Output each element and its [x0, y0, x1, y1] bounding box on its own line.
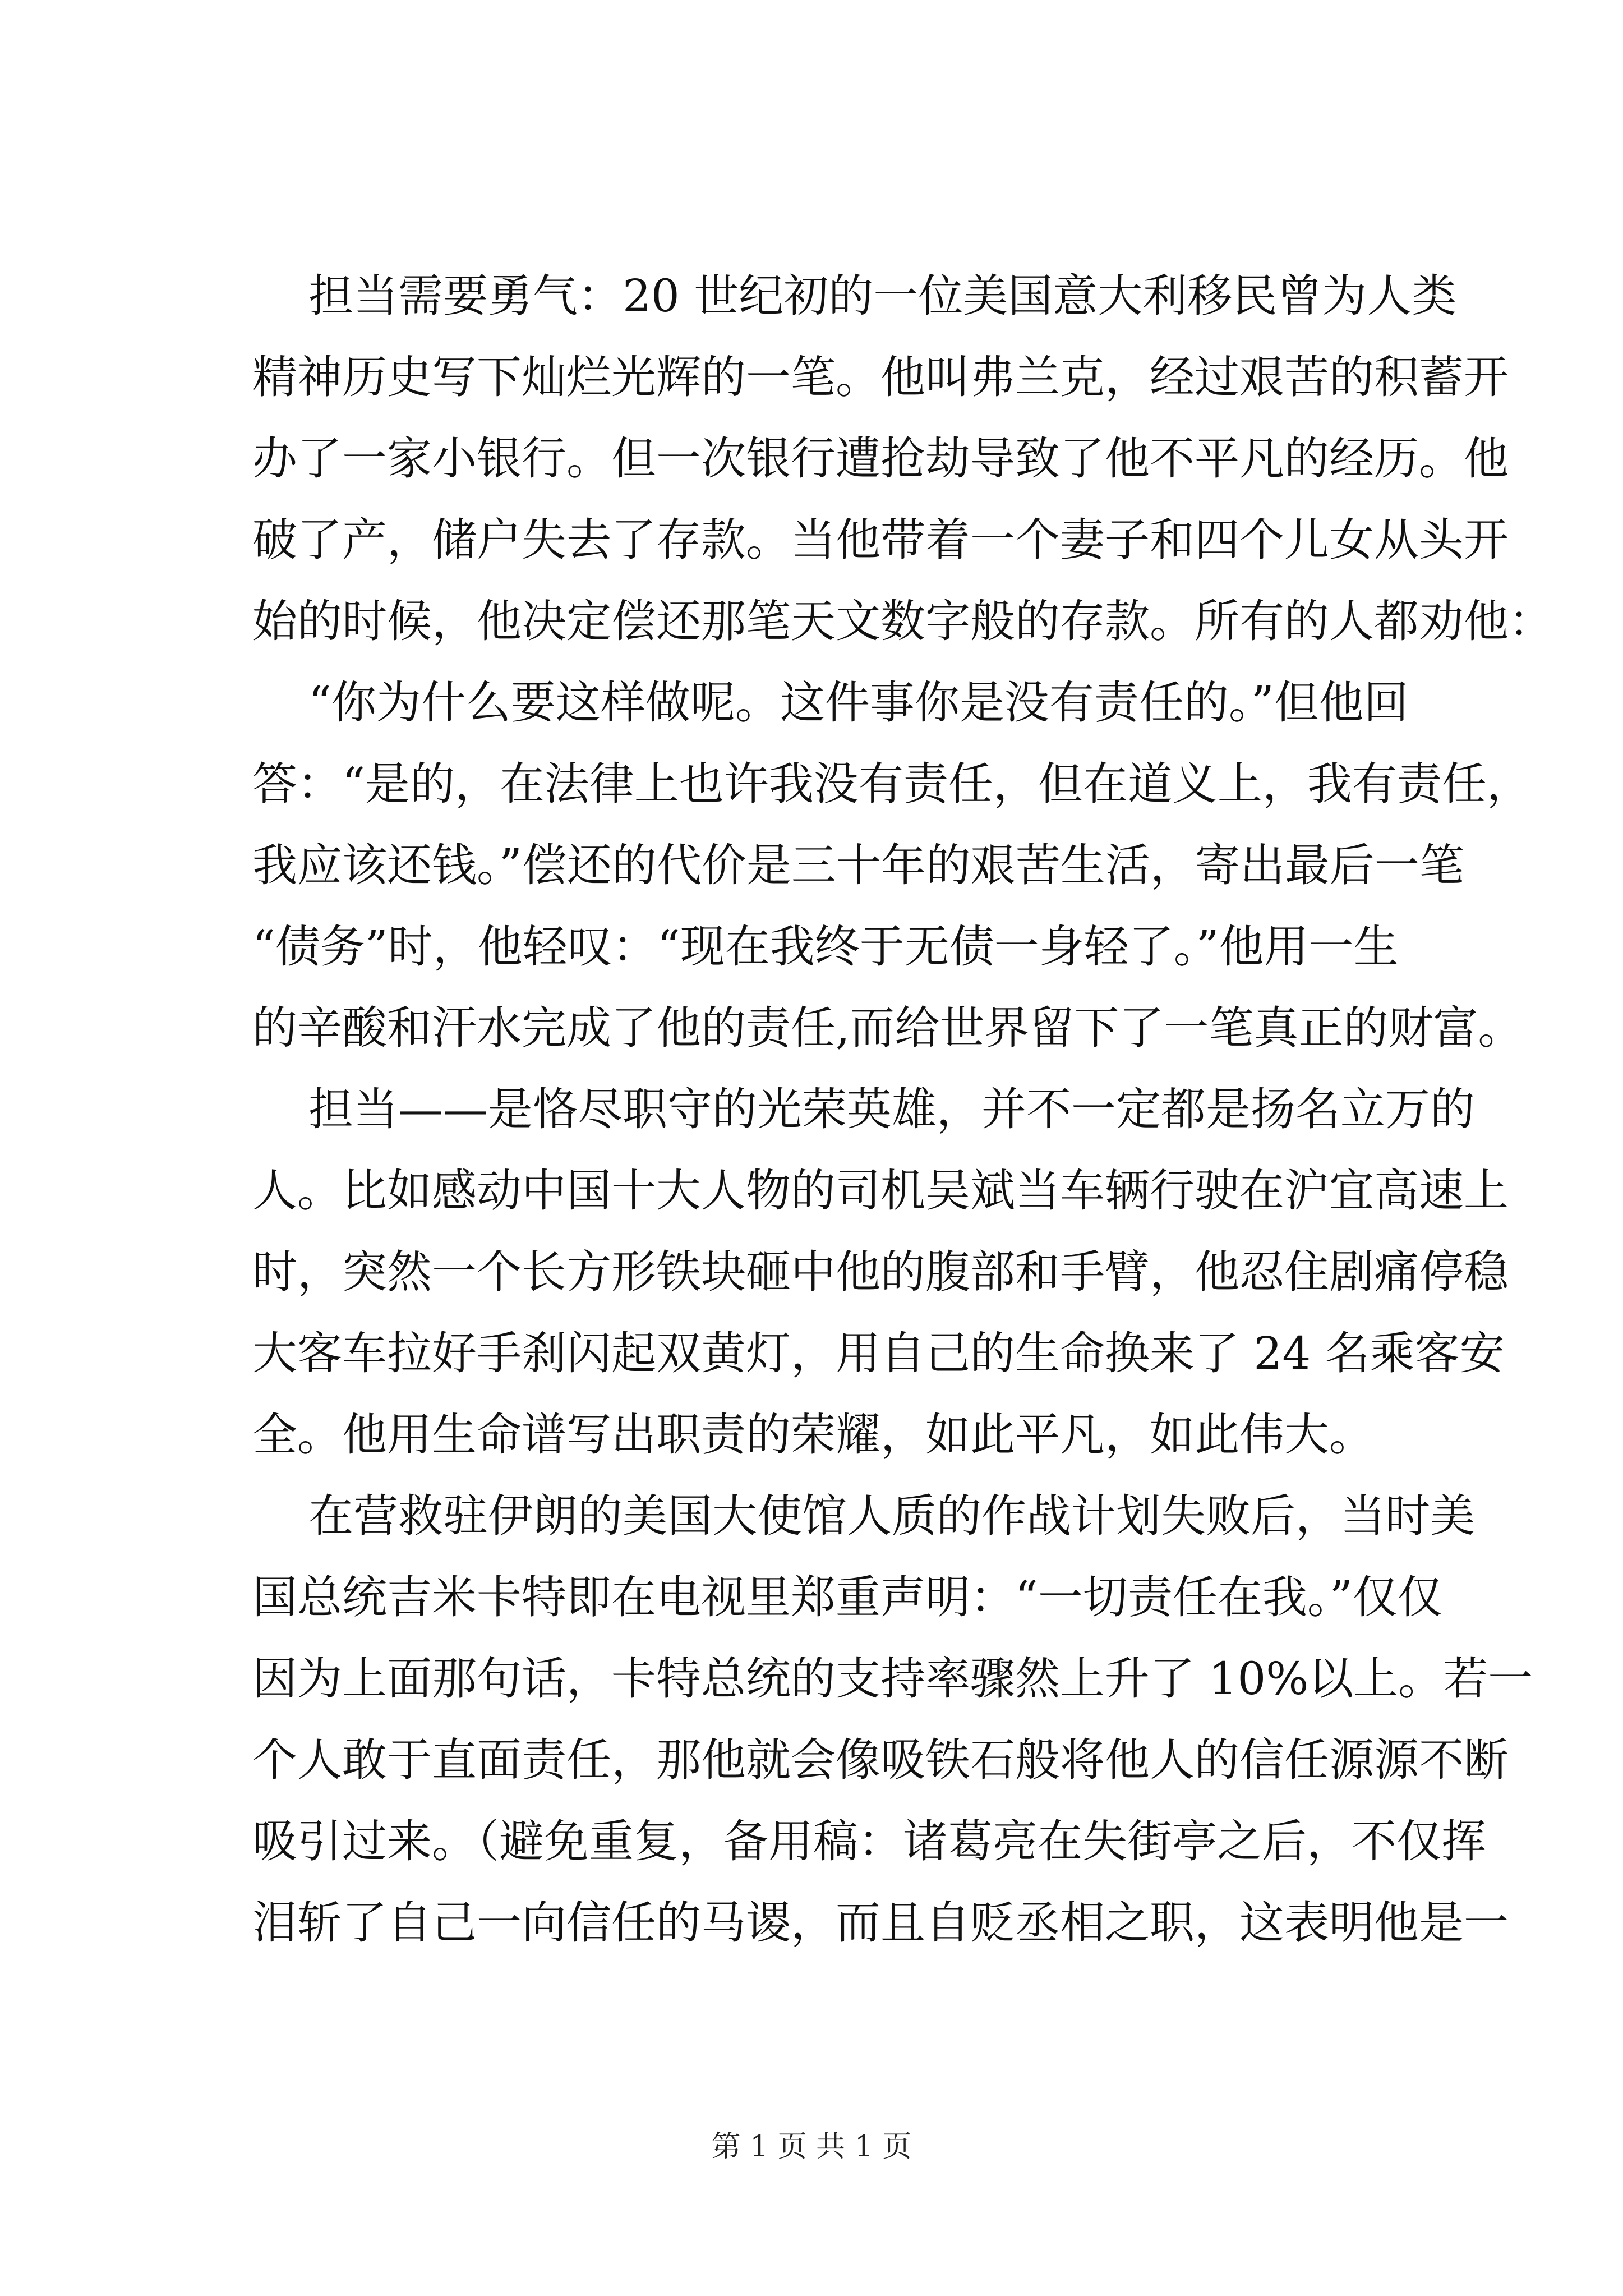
text-line: 始的时候，他决定偿还那笔天文数字般的存款。所有的人都劝他： — [252, 595, 1553, 647]
text-line: 办了一家小银行。但一次银行遭抢劫导致了他不平凡的经历。他 — [252, 432, 1509, 485]
text-line: 的辛酸和汗水完成了他的责任,而给世界留下了一笔真正的财富。 — [252, 1002, 1523, 1054]
text-line: 时，突然一个长方形铁块砸中他的腹部和手臂，他忍住剧痛停稳 — [252, 1246, 1509, 1298]
text-line: 答：“是的，在法律上也许我没有责任，但在道义上，我有责任， — [252, 758, 1532, 810]
text-line: 我应该还钱。”偿还的代价是三十年的艰苦生活，寄出最后一笔 — [252, 839, 1464, 891]
text-line: 泪斩了自己一向信任的马谡，而且自贬丞相之职，这表明他是一 — [252, 1897, 1509, 1949]
text-line: 担当——是恪尽职守的光荣英雄，并不一定都是扬名立万的 — [308, 1083, 1475, 1135]
text-line: 破了产，储户失去了存款。当他带着一个妻子和四个儿女从头开 — [252, 514, 1509, 566]
text-line: 担当需要勇气：20 世纪初的一位美国意大利移民曾为人类 — [308, 270, 1457, 322]
text-line: “你为什么要这样做呢。这件事你是没有责任的。”但他回 — [308, 677, 1409, 729]
text-line: 大客车拉好手刹闪起双黄灯，用自己的生命换来了 24 名乘客安 — [252, 1327, 1505, 1379]
document-body — [252, 255, 1553, 1963]
text-line: 个人敢于直面责任，那他就会像吸铁石般将他人的信任源源不断 — [252, 1734, 1509, 1786]
text-line: 吸引过来。（避免重复，备用稿：诸葛亮在失街亭之后，不仅挥 — [252, 1815, 1486, 1867]
text-line: 因为上面那句话，卡特总统的支持率骤然上升了 10%以上。若一 — [252, 1653, 1533, 1705]
text-line: 全。他用生命谱写出职责的荣耀，如此平凡，如此伟大。 — [252, 1409, 1374, 1461]
text-line: 国总统吉米卡特即在电视里郑重声明：“一切责任在我。”仅仅 — [252, 1571, 1442, 1623]
text-line: 精神历史写下灿烂光辉的一笔。他叫弗兰克，经过艰苦的积蓄开 — [252, 351, 1509, 403]
text-line: 在营救驻伊朗的美国大使馆人质的作战计划失败后，当时美 — [308, 1490, 1475, 1542]
text-line: 人。比如感动中国十大人物的司机吴斌当车辆行驶在沪宜高速上 — [252, 1165, 1509, 1217]
page-number-footer: 第 1 页 共 1 页 — [711, 2130, 912, 2164]
text-line: “债务”时，他轻叹：“现在我终于无债一身轻了。”他用一生 — [252, 921, 1399, 973]
